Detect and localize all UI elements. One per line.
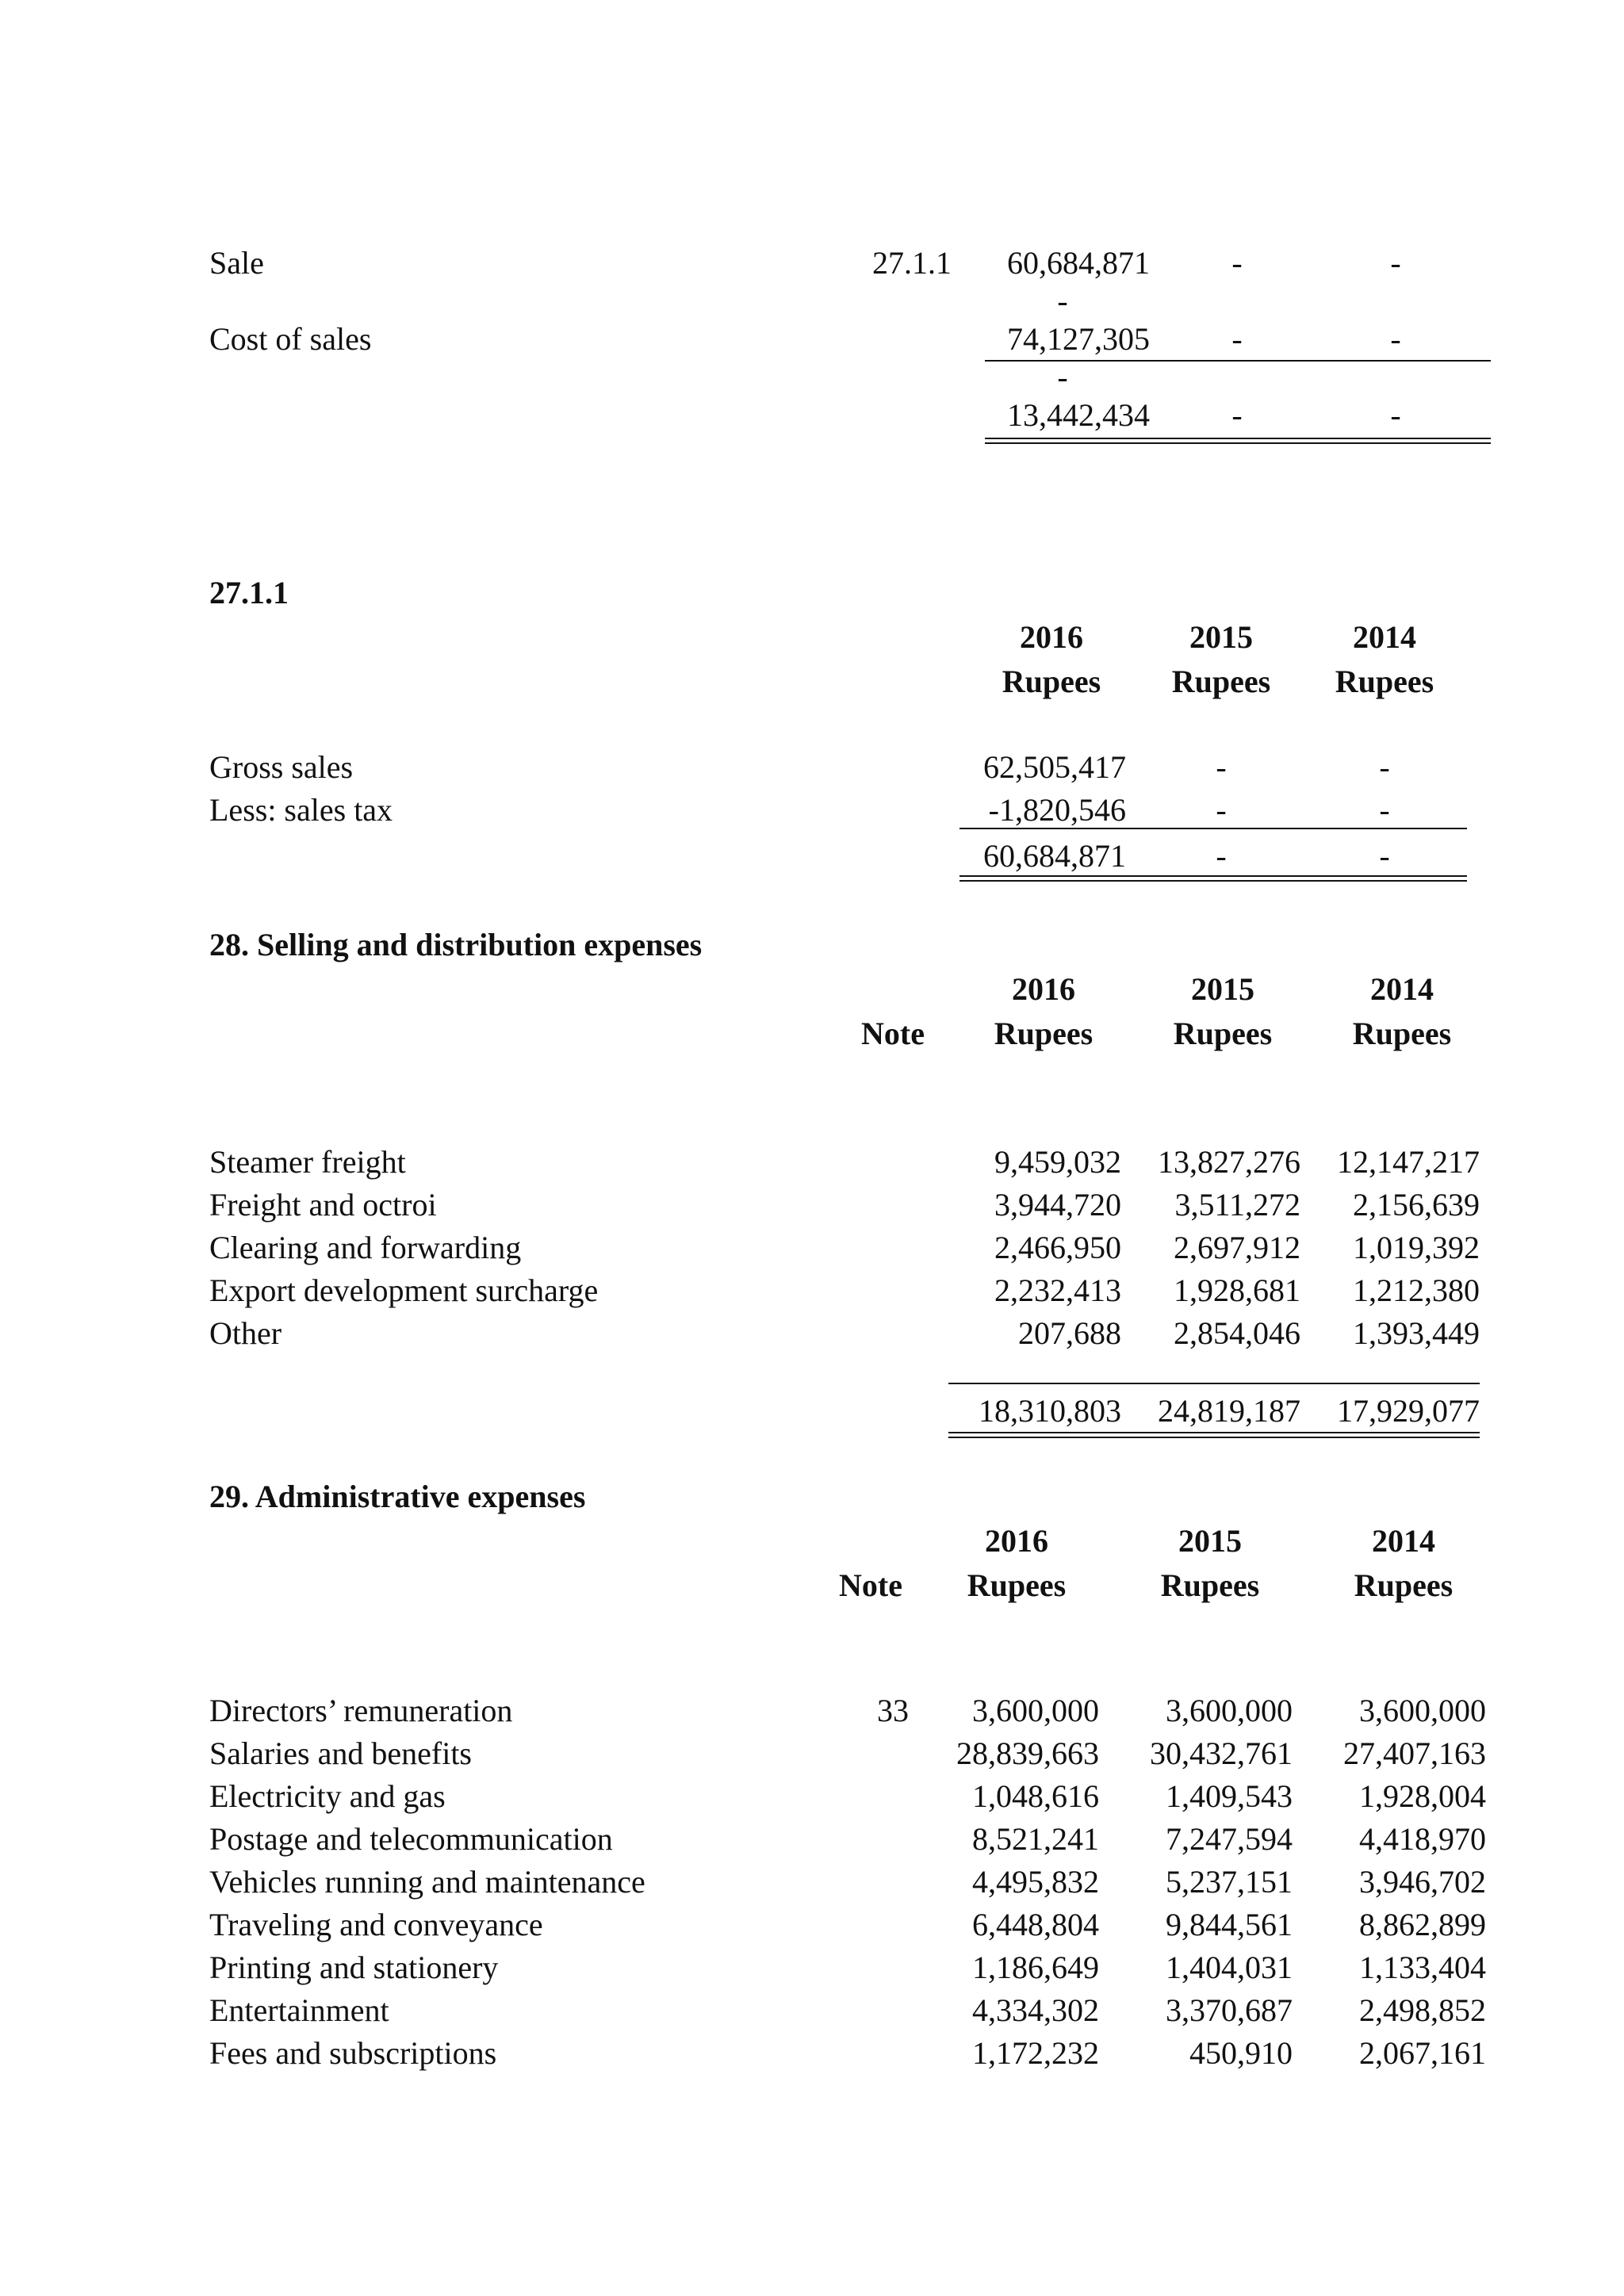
row-label: Printing and stationery xyxy=(209,1950,499,1985)
total-2016: 60,684,871 xyxy=(983,838,1126,874)
value-2014: 3,946,702 xyxy=(1359,1864,1486,1900)
value-2014: 1,393,449 xyxy=(1353,1315,1480,1351)
dash-marker: - xyxy=(1057,283,1068,319)
year-header: 2016 xyxy=(1020,619,1083,655)
subtotal-rule xyxy=(948,1383,1480,1384)
value-2014: 2,498,852 xyxy=(1359,1992,1486,2028)
value-2014: 12,147,217 xyxy=(1337,1144,1480,1180)
value-2016: 207,688 xyxy=(1018,1315,1121,1351)
value-2016: 6,448,804 xyxy=(972,1907,1099,1942)
year-header: 2015 xyxy=(1178,1523,1242,1559)
note-column-header: Note xyxy=(839,1567,902,1603)
value-2015: 5,237,151 xyxy=(1166,1864,1293,1900)
row-label: Salaries and benefits xyxy=(209,1735,472,1771)
year-header: 2014 xyxy=(1353,619,1416,655)
note-column-header: Note xyxy=(861,1016,925,1051)
value-2016: 3,944,720 xyxy=(994,1187,1121,1223)
row-label-sale: Sale xyxy=(209,245,264,281)
total-double-rule xyxy=(985,438,1491,444)
value-2015: 450,910 xyxy=(1189,2035,1293,2071)
value-2015: 30,432,761 xyxy=(1150,1735,1293,1771)
value-2015: 1,404,031 xyxy=(1166,1950,1293,1985)
value-2014: 3,600,000 xyxy=(1359,1693,1486,1728)
currency-header: Rupees xyxy=(1352,1016,1452,1051)
value-2016: 13,442,434 xyxy=(1007,397,1150,433)
value-2016: 62,505,417 xyxy=(983,749,1126,785)
value-2014: 2,156,639 xyxy=(1353,1187,1480,1223)
value-2014: - xyxy=(1390,397,1401,433)
value-2014: - xyxy=(1379,792,1390,828)
currency-header: Rupees xyxy=(1002,664,1101,699)
currency-header: Rupees xyxy=(967,1567,1067,1603)
year-header: 2014 xyxy=(1372,1523,1435,1559)
total-2014: - xyxy=(1379,838,1390,874)
year-header: 2016 xyxy=(1012,971,1075,1007)
row-note: 33 xyxy=(877,1693,909,1728)
total-2015: - xyxy=(1216,838,1227,874)
total-2014: 17,929,077 xyxy=(1337,1393,1480,1429)
value-2014: 1,019,392 xyxy=(1353,1230,1480,1265)
value-2016: 9,459,032 xyxy=(994,1144,1121,1180)
value-2016: 4,334,302 xyxy=(972,1992,1099,2028)
value-2015: - xyxy=(1231,321,1243,357)
value-2014: - xyxy=(1390,245,1401,281)
value-2016: 1,048,616 xyxy=(972,1778,1099,1814)
row-label: Traveling and conveyance xyxy=(209,1907,543,1942)
section-heading: 29. Administrative expenses xyxy=(209,1479,586,1514)
row-label: Clearing and forwarding xyxy=(209,1230,522,1265)
value-2015: 3,600,000 xyxy=(1166,1693,1293,1728)
total-double-rule xyxy=(959,875,1467,882)
value-2014: 2,067,161 xyxy=(1359,2035,1486,2071)
subtotal-rule xyxy=(959,828,1467,829)
currency-header: Rupees xyxy=(1335,664,1434,699)
value-2016: 3,600,000 xyxy=(972,1693,1099,1728)
value-2015: 3,511,272 xyxy=(1174,1187,1300,1223)
currency-header: Rupees xyxy=(1171,664,1271,699)
value-2016: 2,466,950 xyxy=(994,1230,1121,1265)
value-2015: 3,370,687 xyxy=(1166,1992,1293,2028)
value-2014: 1,133,404 xyxy=(1359,1950,1486,1985)
row-label: Steamer freight xyxy=(209,1144,406,1180)
value-2015: 2,854,046 xyxy=(1174,1315,1300,1351)
total-double-rule xyxy=(948,1432,1480,1438)
currency-header: Rupees xyxy=(1173,1016,1273,1051)
value-2014: 1,928,004 xyxy=(1359,1778,1486,1814)
value-2015: 13,827,276 xyxy=(1158,1144,1300,1180)
currency-header: Rupees xyxy=(994,1016,1094,1051)
year-header: 2014 xyxy=(1370,971,1434,1007)
row-label: Gross sales xyxy=(209,749,354,785)
dash-marker: - xyxy=(1057,359,1068,395)
value-2014: - xyxy=(1379,749,1390,785)
value-2016: 4,495,832 xyxy=(972,1864,1099,1900)
value-2015: - xyxy=(1231,245,1243,281)
row-label: Less: sales tax xyxy=(209,792,393,828)
row-note: 27.1.1 xyxy=(872,245,952,281)
row-label: Directors’ remuneration xyxy=(209,1693,513,1728)
value-2014: 4,418,970 xyxy=(1359,1821,1486,1857)
value-2014: 27,407,163 xyxy=(1343,1735,1486,1771)
row-label: Export development surcharge xyxy=(209,1272,599,1308)
row-label: Entertainment xyxy=(209,1992,389,2028)
value-2015: 9,844,561 xyxy=(1166,1907,1293,1942)
section-heading: 27.1.1 xyxy=(209,575,289,610)
year-header: 2015 xyxy=(1191,971,1254,1007)
value-2014: - xyxy=(1390,321,1401,357)
row-label-cost-of-sales: Cost of sales xyxy=(209,321,372,357)
value-2015: 1,409,543 xyxy=(1166,1778,1293,1814)
total-2015: 24,819,187 xyxy=(1158,1393,1300,1429)
value-2015: 7,247,594 xyxy=(1166,1821,1293,1857)
currency-header: Rupees xyxy=(1160,1567,1260,1603)
value-2016: 60,684,871 xyxy=(1007,245,1150,281)
value-2015: - xyxy=(1216,749,1227,785)
currency-header: Rupees xyxy=(1354,1567,1454,1603)
value-2015: - xyxy=(1216,792,1227,828)
row-label: Postage and telecommunication xyxy=(209,1821,613,1857)
value-2016: 74,127,305 xyxy=(1007,321,1150,357)
value-2015: - xyxy=(1231,397,1243,433)
total-2016: 18,310,803 xyxy=(979,1393,1121,1429)
value-2016: -1,820,546 xyxy=(988,792,1126,828)
row-label: Fees and subscriptions xyxy=(209,2035,497,2071)
value-2015: 1,928,681 xyxy=(1174,1272,1300,1308)
year-header: 2016 xyxy=(985,1523,1048,1559)
value-2014: 8,862,899 xyxy=(1359,1907,1486,1942)
row-label: Vehicles running and maintenance xyxy=(209,1864,645,1900)
row-label: Other xyxy=(209,1315,282,1351)
value-2016: 2,232,413 xyxy=(994,1272,1121,1308)
value-2016: 1,172,232 xyxy=(972,2035,1099,2071)
value-2014: 1,212,380 xyxy=(1353,1272,1480,1308)
year-header: 2015 xyxy=(1189,619,1253,655)
section-heading: 28. Selling and distribution expenses xyxy=(209,927,703,962)
value-2016: 8,521,241 xyxy=(972,1821,1099,1857)
value-2016: 1,186,649 xyxy=(972,1950,1099,1985)
value-2016: 28,839,663 xyxy=(956,1735,1099,1771)
value-2015: 2,697,912 xyxy=(1174,1230,1300,1265)
row-label: Electricity and gas xyxy=(209,1778,446,1814)
row-label: Freight and octroi xyxy=(209,1187,437,1223)
